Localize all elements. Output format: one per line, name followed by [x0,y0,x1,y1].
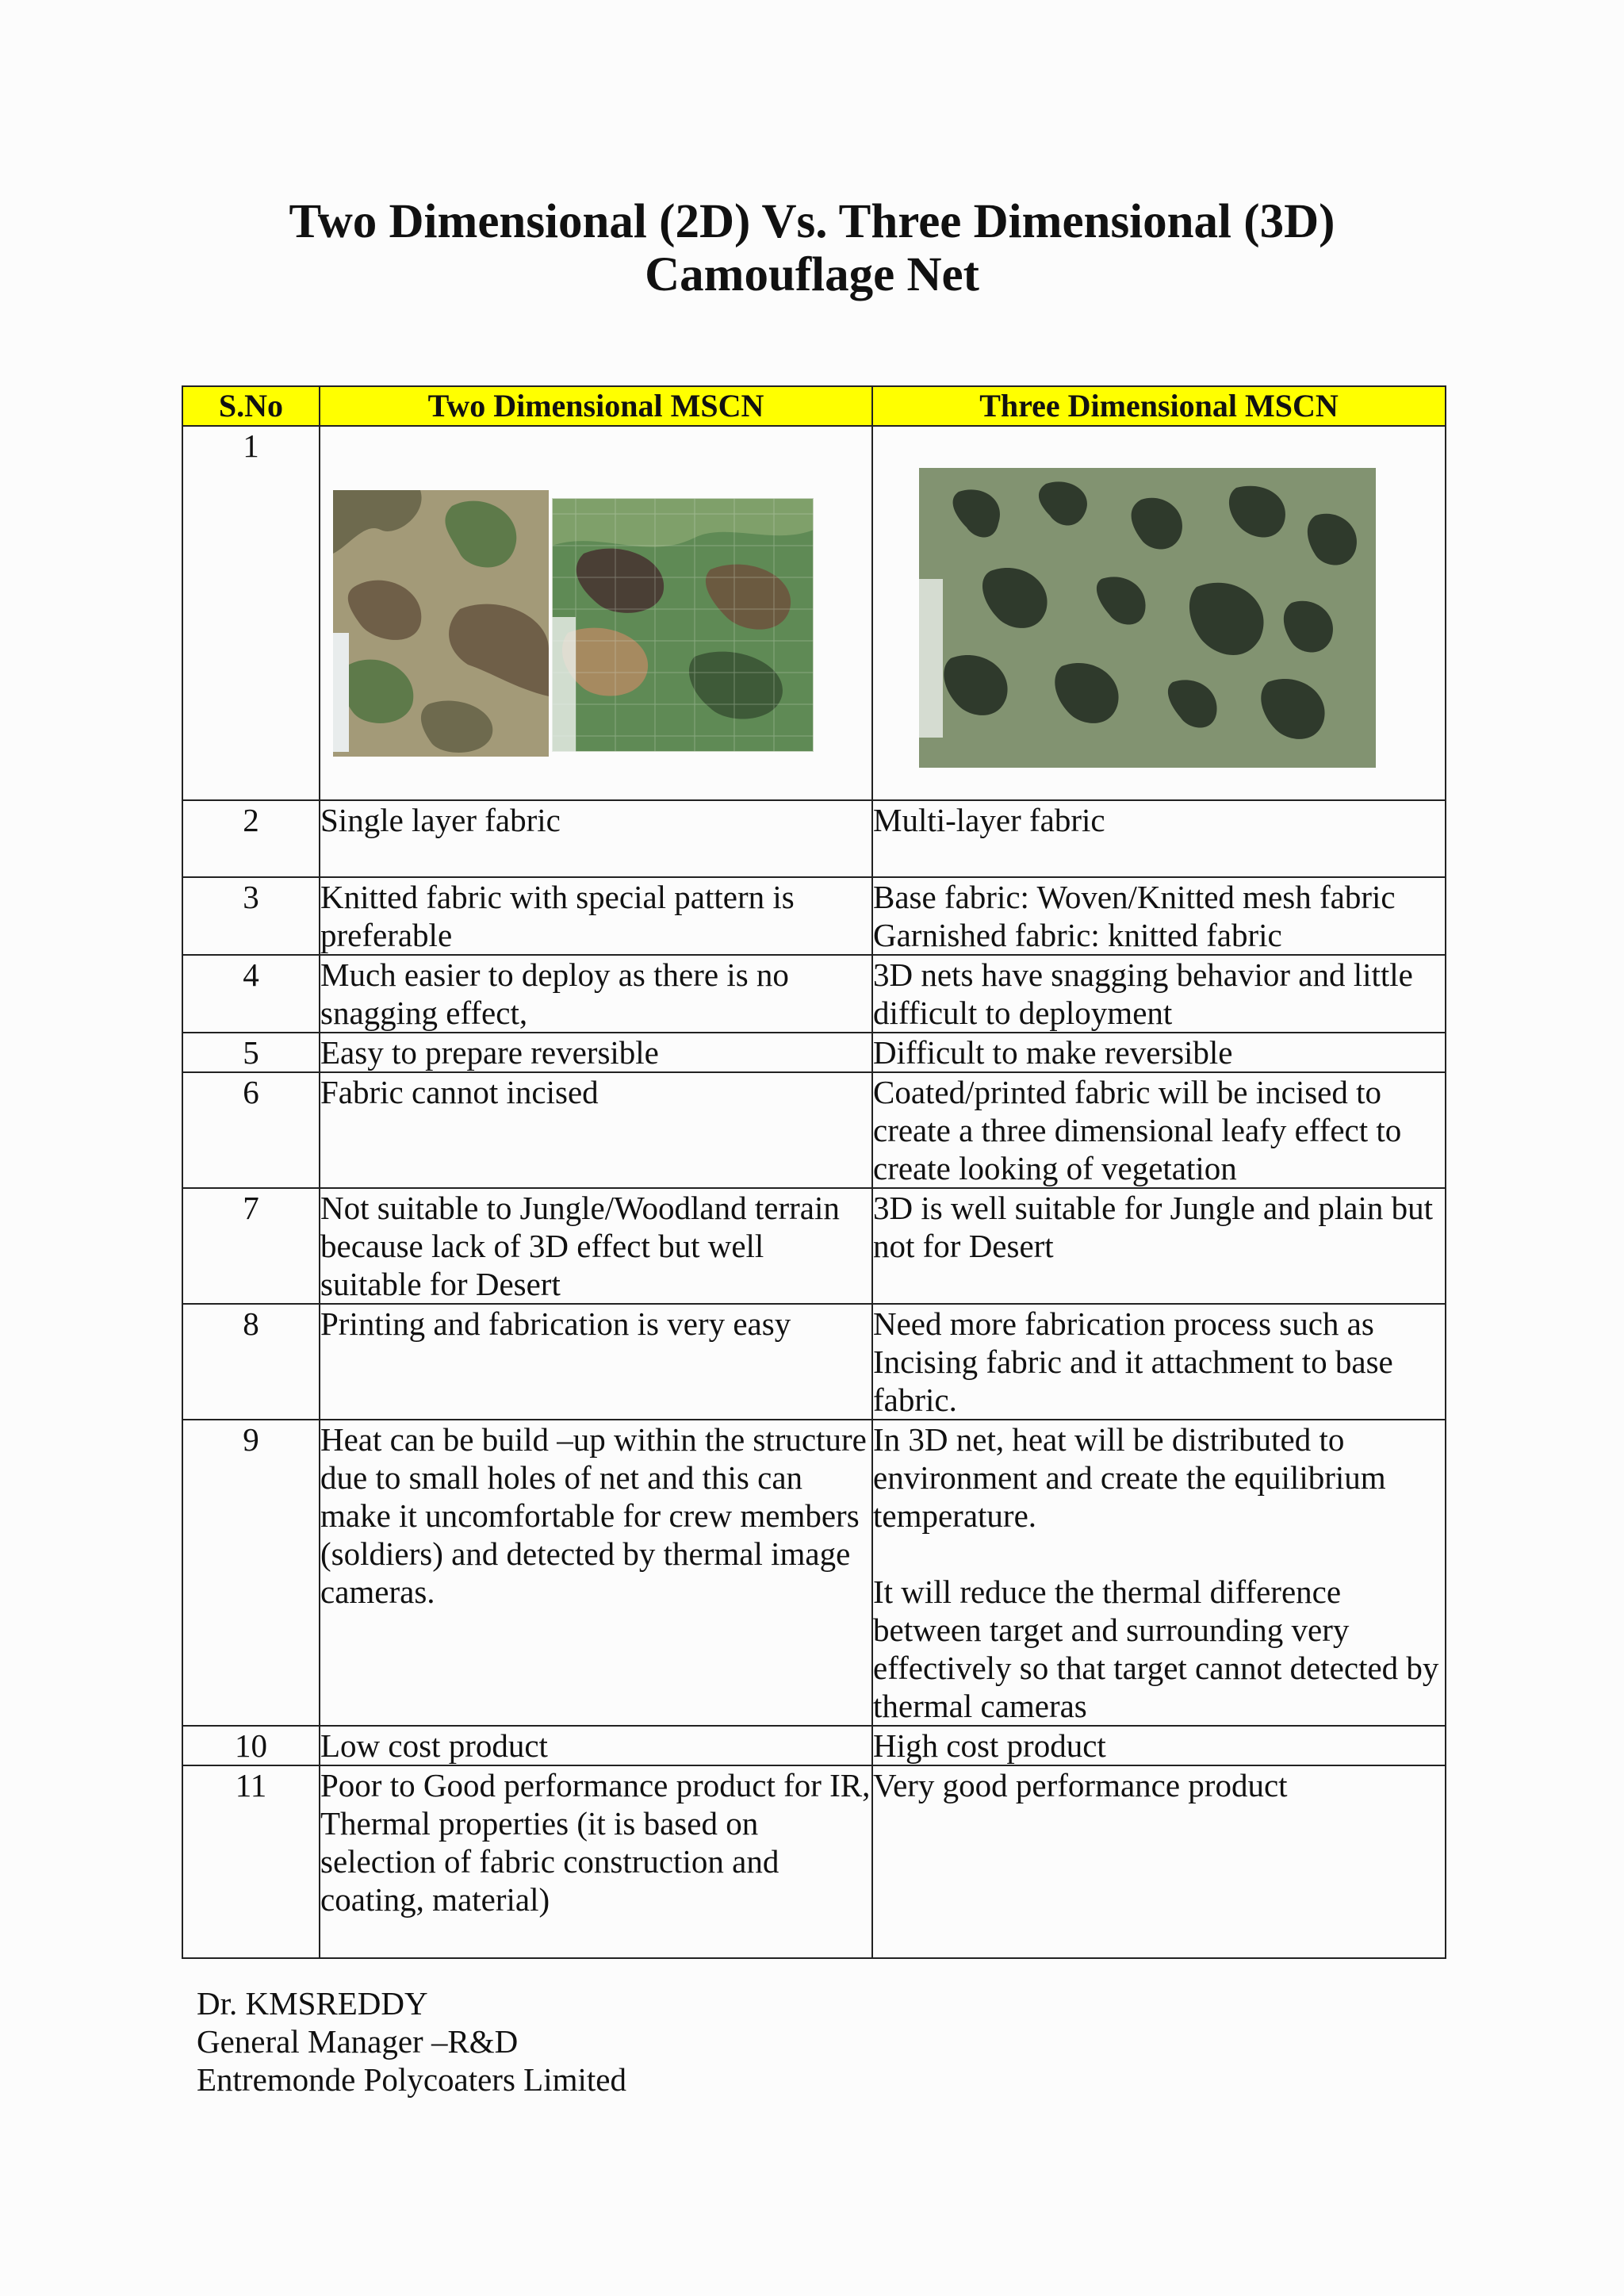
cell-text: High cost product [873,1727,1106,1764]
three-d-sample-image [919,468,1376,768]
two-d-cell [320,800,872,877]
row-sno: 7 [182,1188,320,1304]
row-sno: 11 [182,1765,320,1958]
cell-text: Coated/printed fabric will be incised to create a three dimensional leafy effect to create looking of vegetation [873,1074,1402,1186]
cell-text: Need more fabrication process such as Incising fabric and it attachment to base fabric. [873,1305,1393,1418]
three-d-cell [872,877,1446,955]
three-d-cell [872,1033,1446,1072]
row-sno: 8 [182,1304,320,1420]
table-row [182,1420,1446,1726]
three-d-image-cell [872,426,1446,800]
cell-text: It will reduce the thermal difference between target and surrounding very effectively so that target cannot detected by thermal cameras [873,1573,1439,1724]
row-sno: 2 [182,800,320,877]
signature-name: Dr. KMSREDDY [197,1985,428,2022]
three-d-cell [872,1765,1446,1958]
title-line-1: Two Dimensional (2D) Vs. Three Dimensional (3D) [289,195,1335,248]
cell-text: In 3D net, heat will be distributed to environment and create the equilibrium temperature. [873,1421,1386,1534]
cell-text: Single layer fabric [320,802,561,838]
cell-text: Garnished fabric: knitted fabric [873,917,1282,953]
cell-text: Not suitable to Jungle/Woodland terrain because lack of 3D effect but well suitable for Desert [320,1190,840,1302]
page-title [0,195,1624,301]
paragraph-gap [873,1535,1445,1573]
cell-text: Very good performance product [873,1767,1288,1803]
three-d-cell [872,800,1446,877]
header-three-dimensional: Three Dimensional MSCN [872,386,1446,426]
table-row [182,955,1446,1033]
two-d-cell [320,955,872,1033]
table-row-images [182,426,1446,800]
signature-block [197,1984,626,2099]
two-d-cell [320,1726,872,1765]
two-d-image-cell [320,426,872,800]
two-d-cell [320,1765,872,1958]
table-row [182,800,1446,877]
row-sno: 10 [182,1726,320,1765]
cell-text: Poor to Good performance product for IR, Thermal properties (it is based on selection of fabric construction and coating, material) [320,1767,871,1918]
row-sno: 9 [182,1420,320,1726]
cell-text: Heat can be build –up within the structure due to small holes of net and this can make it uncomfortable for crew members (soldiers) and detected by thermal image cameras. [320,1421,867,1610]
cell-text: 3D is well suitable for Jungle and plain but not for Desert [873,1190,1433,1264]
cell-text: Difficult to make reversible [873,1034,1233,1071]
two-d-cell [320,877,872,955]
title-line-2: Camouflage Net [645,248,979,301]
three-d-cell [872,1188,1446,1304]
cell-text: 3D nets have snagging behavior and little difficult to deployment [873,956,1413,1031]
row-sno: 6 [182,1072,320,1188]
cell-text: Printing and fabrication is very easy [320,1305,791,1342]
signature-designation: General Manager –R&D [197,2023,519,2060]
row-sno: 5 [182,1033,320,1072]
two-d-sample-image-1 [333,490,549,757]
two-d-cell [320,1188,872,1304]
three-d-cell [872,1420,1446,1726]
table-row [182,877,1446,955]
two-d-cell [320,1072,872,1188]
comparison-table [182,385,1446,1959]
table-row [182,1033,1446,1072]
three-d-cell [872,1072,1446,1188]
header-two-dimensional: Two Dimensional MSCN [320,386,872,426]
row-sno: 1 [182,426,320,800]
row-sno: 3 [182,877,320,955]
row-sno: 4 [182,955,320,1033]
table-header-row [182,386,1446,426]
three-d-cell [872,1726,1446,1765]
table-row [182,1188,1446,1304]
cell-text: Much easier to deploy as there is no snagging effect, [320,956,789,1031]
cell-text: Multi-layer fabric [873,802,1105,838]
three-d-cell [872,955,1446,1033]
two-d-cell [320,1420,872,1726]
header-sno: S.No [182,386,320,426]
cell-text: Fabric cannot incised [320,1074,599,1110]
two-d-sample-image-2 [552,498,814,752]
three-d-cell [872,1304,1446,1420]
table-row [182,1304,1446,1420]
signature-company: Entremonde Polycoaters Limited [197,2061,626,2098]
two-d-cell [320,1304,872,1420]
table-row [182,1726,1446,1765]
cell-text: Easy to prepare reversible [320,1034,659,1071]
two-d-cell [320,1033,872,1072]
table-row [182,1072,1446,1188]
table-row [182,1765,1446,1958]
cell-text: Base fabric: Woven/Knitted mesh fabric [873,879,1396,915]
cell-text: Low cost product [320,1727,548,1764]
cell-text: Knitted fabric with special pattern is preferable [320,879,795,953]
